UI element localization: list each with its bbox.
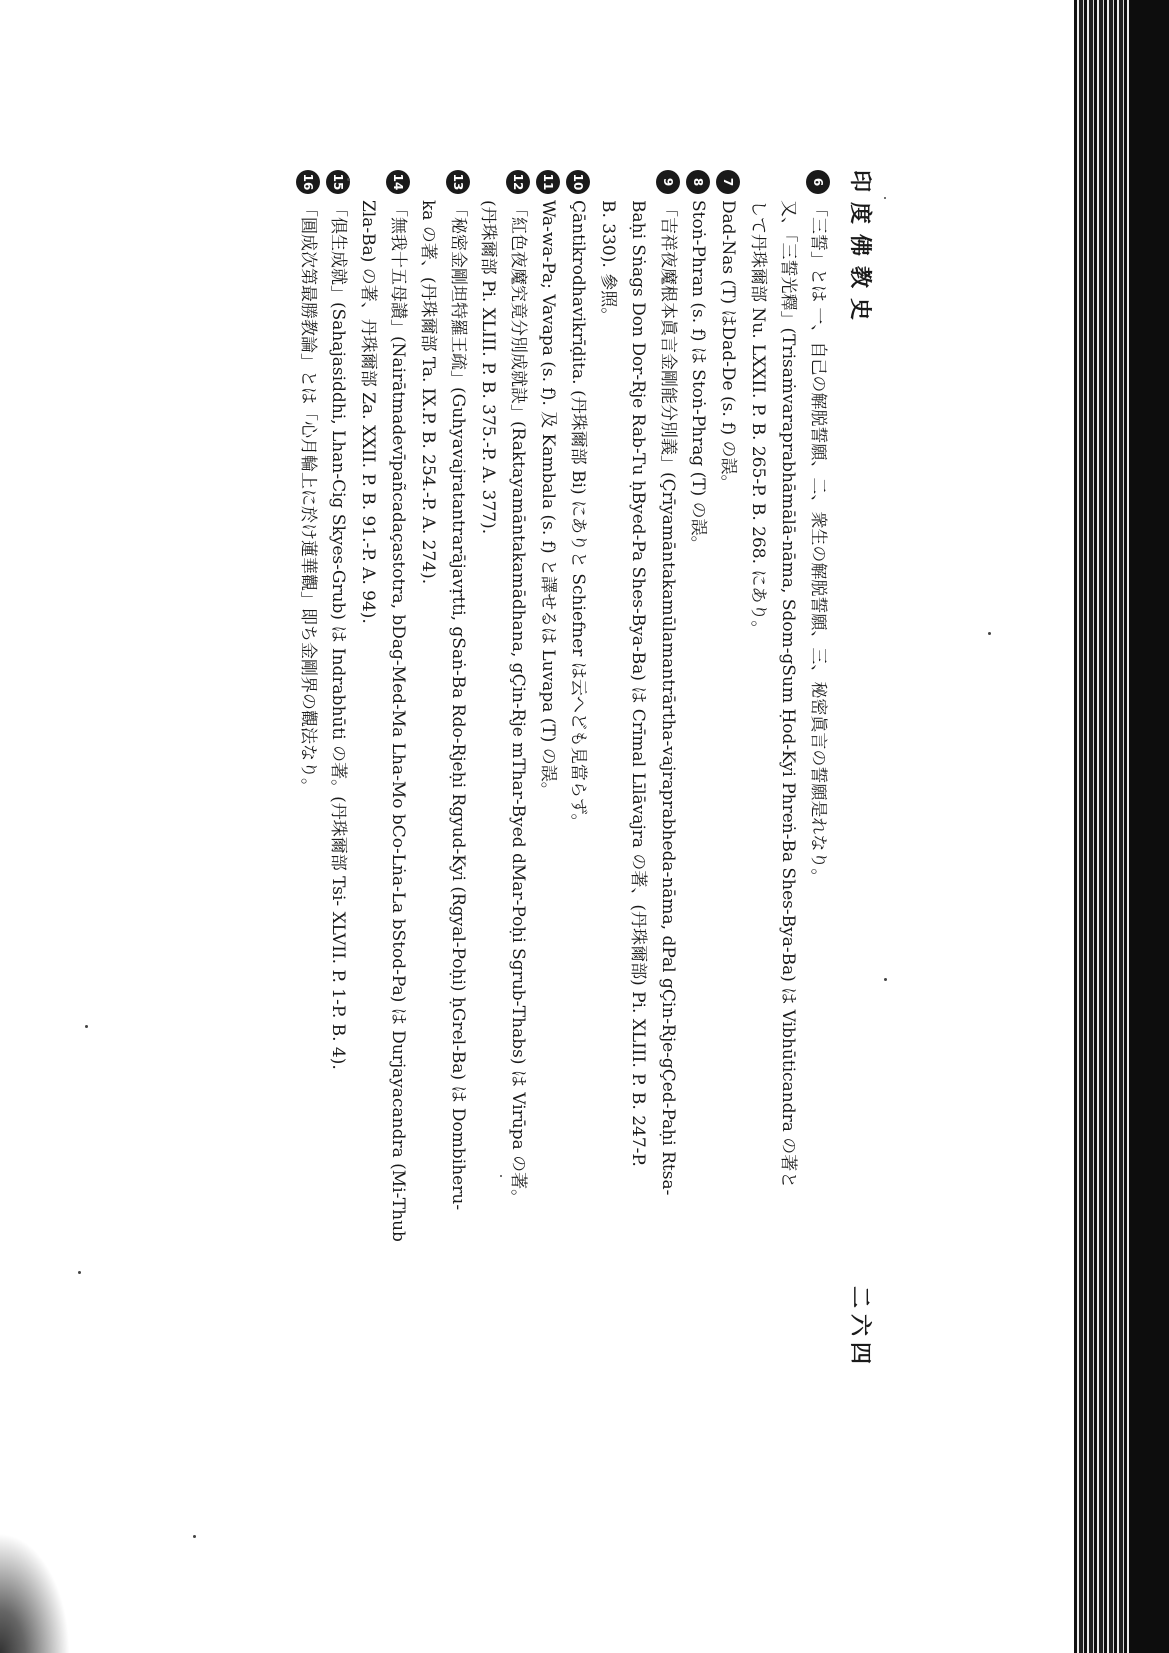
footnote <box>743 170 833 1370</box>
footnote-number-badge: 11 <box>536 170 560 194</box>
footnote-line: (丹珠爾部 Pi. XLIII. P. B. 375.-P. A. 377). <box>478 200 498 535</box>
footnote-line: 「吉祥夜魔根本眞言金剛能分別義」(Çrīyamāntakamūlamantrārtha-vajraprabheda-nāma, dPal gÇin-Rje-gÇed-Paḥi Rtsa- <box>658 200 678 1196</box>
footnote-text <box>533 200 563 1370</box>
footnote <box>683 170 713 1370</box>
footnote-text <box>413 200 473 1370</box>
footnote-line: B. 330). 參照。 <box>598 200 618 325</box>
footnote-text <box>593 200 683 1370</box>
footnote-number-badge: 15 <box>326 170 350 194</box>
footnote <box>323 170 353 1370</box>
footnote-number-badge: 14 <box>386 170 410 194</box>
footnote-line: 「秘密金剛坦特羅王疏」(Guhyavajratantrarājavṛtti, gSaṅ-Ba Rdo-Rjeḥi Rgyud-Kyi (Rgyal-Poḥi) ḥGrel-Ba) は Dombiheru- <box>448 200 468 1211</box>
footnote <box>533 170 563 1370</box>
footnote <box>293 170 323 1370</box>
speck <box>193 1535 196 1538</box>
scan-edge-dark <box>1129 0 1169 1653</box>
footnote-line: Çāntikrodhavikrīḍita. (丹珠爾部 Bi) にありと Schiefner は云へども見當らず。 <box>568 200 588 831</box>
footnote-number-badge: 10 <box>566 170 590 194</box>
footnote-line: ka の著、(丹珠爾部 Ta. IX.P. B. 254.-P. A. 274). <box>418 200 438 585</box>
rotated-page <box>95 170 895 1370</box>
footnote-number-badge: 9 <box>656 170 680 194</box>
page-content <box>95 170 895 1370</box>
footnote-text <box>563 200 593 1370</box>
speck <box>85 1025 88 1028</box>
footnote-line: 「無我十五母讃」(Nairātmadevīpañcadaçastotra, bDag-Med-Ma Lha-Mo bCo-Lṅa-La bStod-Pa) は Durjayacandra (Mi-Thub <box>388 200 408 1242</box>
footnote-number-badge: 8 <box>686 170 710 194</box>
scan-corner-shadow <box>0 1533 70 1653</box>
speck <box>78 1271 81 1274</box>
footnote-text <box>683 200 713 1370</box>
footnote-list <box>293 170 833 1370</box>
footnote-text <box>323 200 353 1370</box>
speck <box>988 632 991 635</box>
footnote-number-badge: 13 <box>446 170 470 194</box>
footnote-line: 「圓成次第最勝教論」とは「心月輪上に於け蓮華觀」即ち金剛界の觀法なり。 <box>298 200 318 795</box>
footnote-line: 「三誓」とは 一、自己の解脱誓願、二、衆生の解脱誓願、三、秘密眞言の誓願是れなり。 <box>808 200 828 886</box>
footnote-text <box>743 200 833 1370</box>
footnote-line: 「俱生成就」(Sahajasiddhi, Lhan-Cig Skyes-Grub) は Indrabhūti の著。(丹珠爾部 Tsi- XLVII. P. 1-P. B. 4). <box>328 200 348 1070</box>
page-number: 二六四 <box>847 1285 873 1370</box>
footnote-number-badge: 12 <box>506 170 530 194</box>
footnote <box>473 170 533 1370</box>
footnote-number-badge: 7 <box>716 170 740 194</box>
footnote-text <box>293 200 323 1370</box>
footnote-number-badge: 16 <box>296 170 320 194</box>
footnote-line: 「紅色夜魔究竟分別成就訣」(Raktayamāntakamādhana, gÇin-Rje mThar-Byed dMar-Poḥi Sgrub-Thabs) は Virūpa の著。 <box>508 200 528 1207</box>
footnote-line: して丹珠爾部 Nu. LXXII. P. B. 265-P. B. 268. にあり。 <box>748 200 768 638</box>
footnote-number-badge: 6 <box>806 170 830 194</box>
footnote-line: Baḥi Sṅags Don Dor-Rje Rab-Tu ḥByed-Pa Shes-Bya-Ba) は Crīmal Līlāvajra の著、(丹珠爾部) Pi. XLIII. P. B. 247-P. <box>628 200 648 1167</box>
footnote-text <box>713 200 743 1370</box>
footnote <box>353 170 413 1370</box>
footnote-line: Dad-Nas (T) はDad-De (s. f) の誤。 <box>718 200 738 492</box>
footnote-line: 又、「三誓光釋」(Trisaṁvaraprabhāmālā-nāma, Sdom-gSum Ḥod-Kyi Phreṅ-Ba Shes-Bya-Ba) は Vibhūticandra の著と <box>778 200 798 1189</box>
footnote <box>413 170 473 1370</box>
running-header <box>837 170 877 1370</box>
book-title: 印度佛教史 <box>847 170 873 331</box>
footnote-line: Wa-wa-Pa; Vavapa (s. f). 及 Kambala (s. f) と譯せるは Luvapa (T) の誤。 <box>538 200 558 799</box>
footnote-line: Zla-Ba) の著、丹珠爾部 Za. XXII. P. B. 91.-P. A. 94). <box>358 200 378 624</box>
footnote-text <box>473 200 533 1370</box>
footnote <box>593 170 683 1370</box>
footnote <box>563 170 593 1370</box>
footnote <box>713 170 743 1370</box>
footnote-line: Stoṅ-Phran (s. f) は Stoṅ-Phrag (T) の誤。 <box>688 200 708 553</box>
footnote-text <box>353 200 413 1370</box>
